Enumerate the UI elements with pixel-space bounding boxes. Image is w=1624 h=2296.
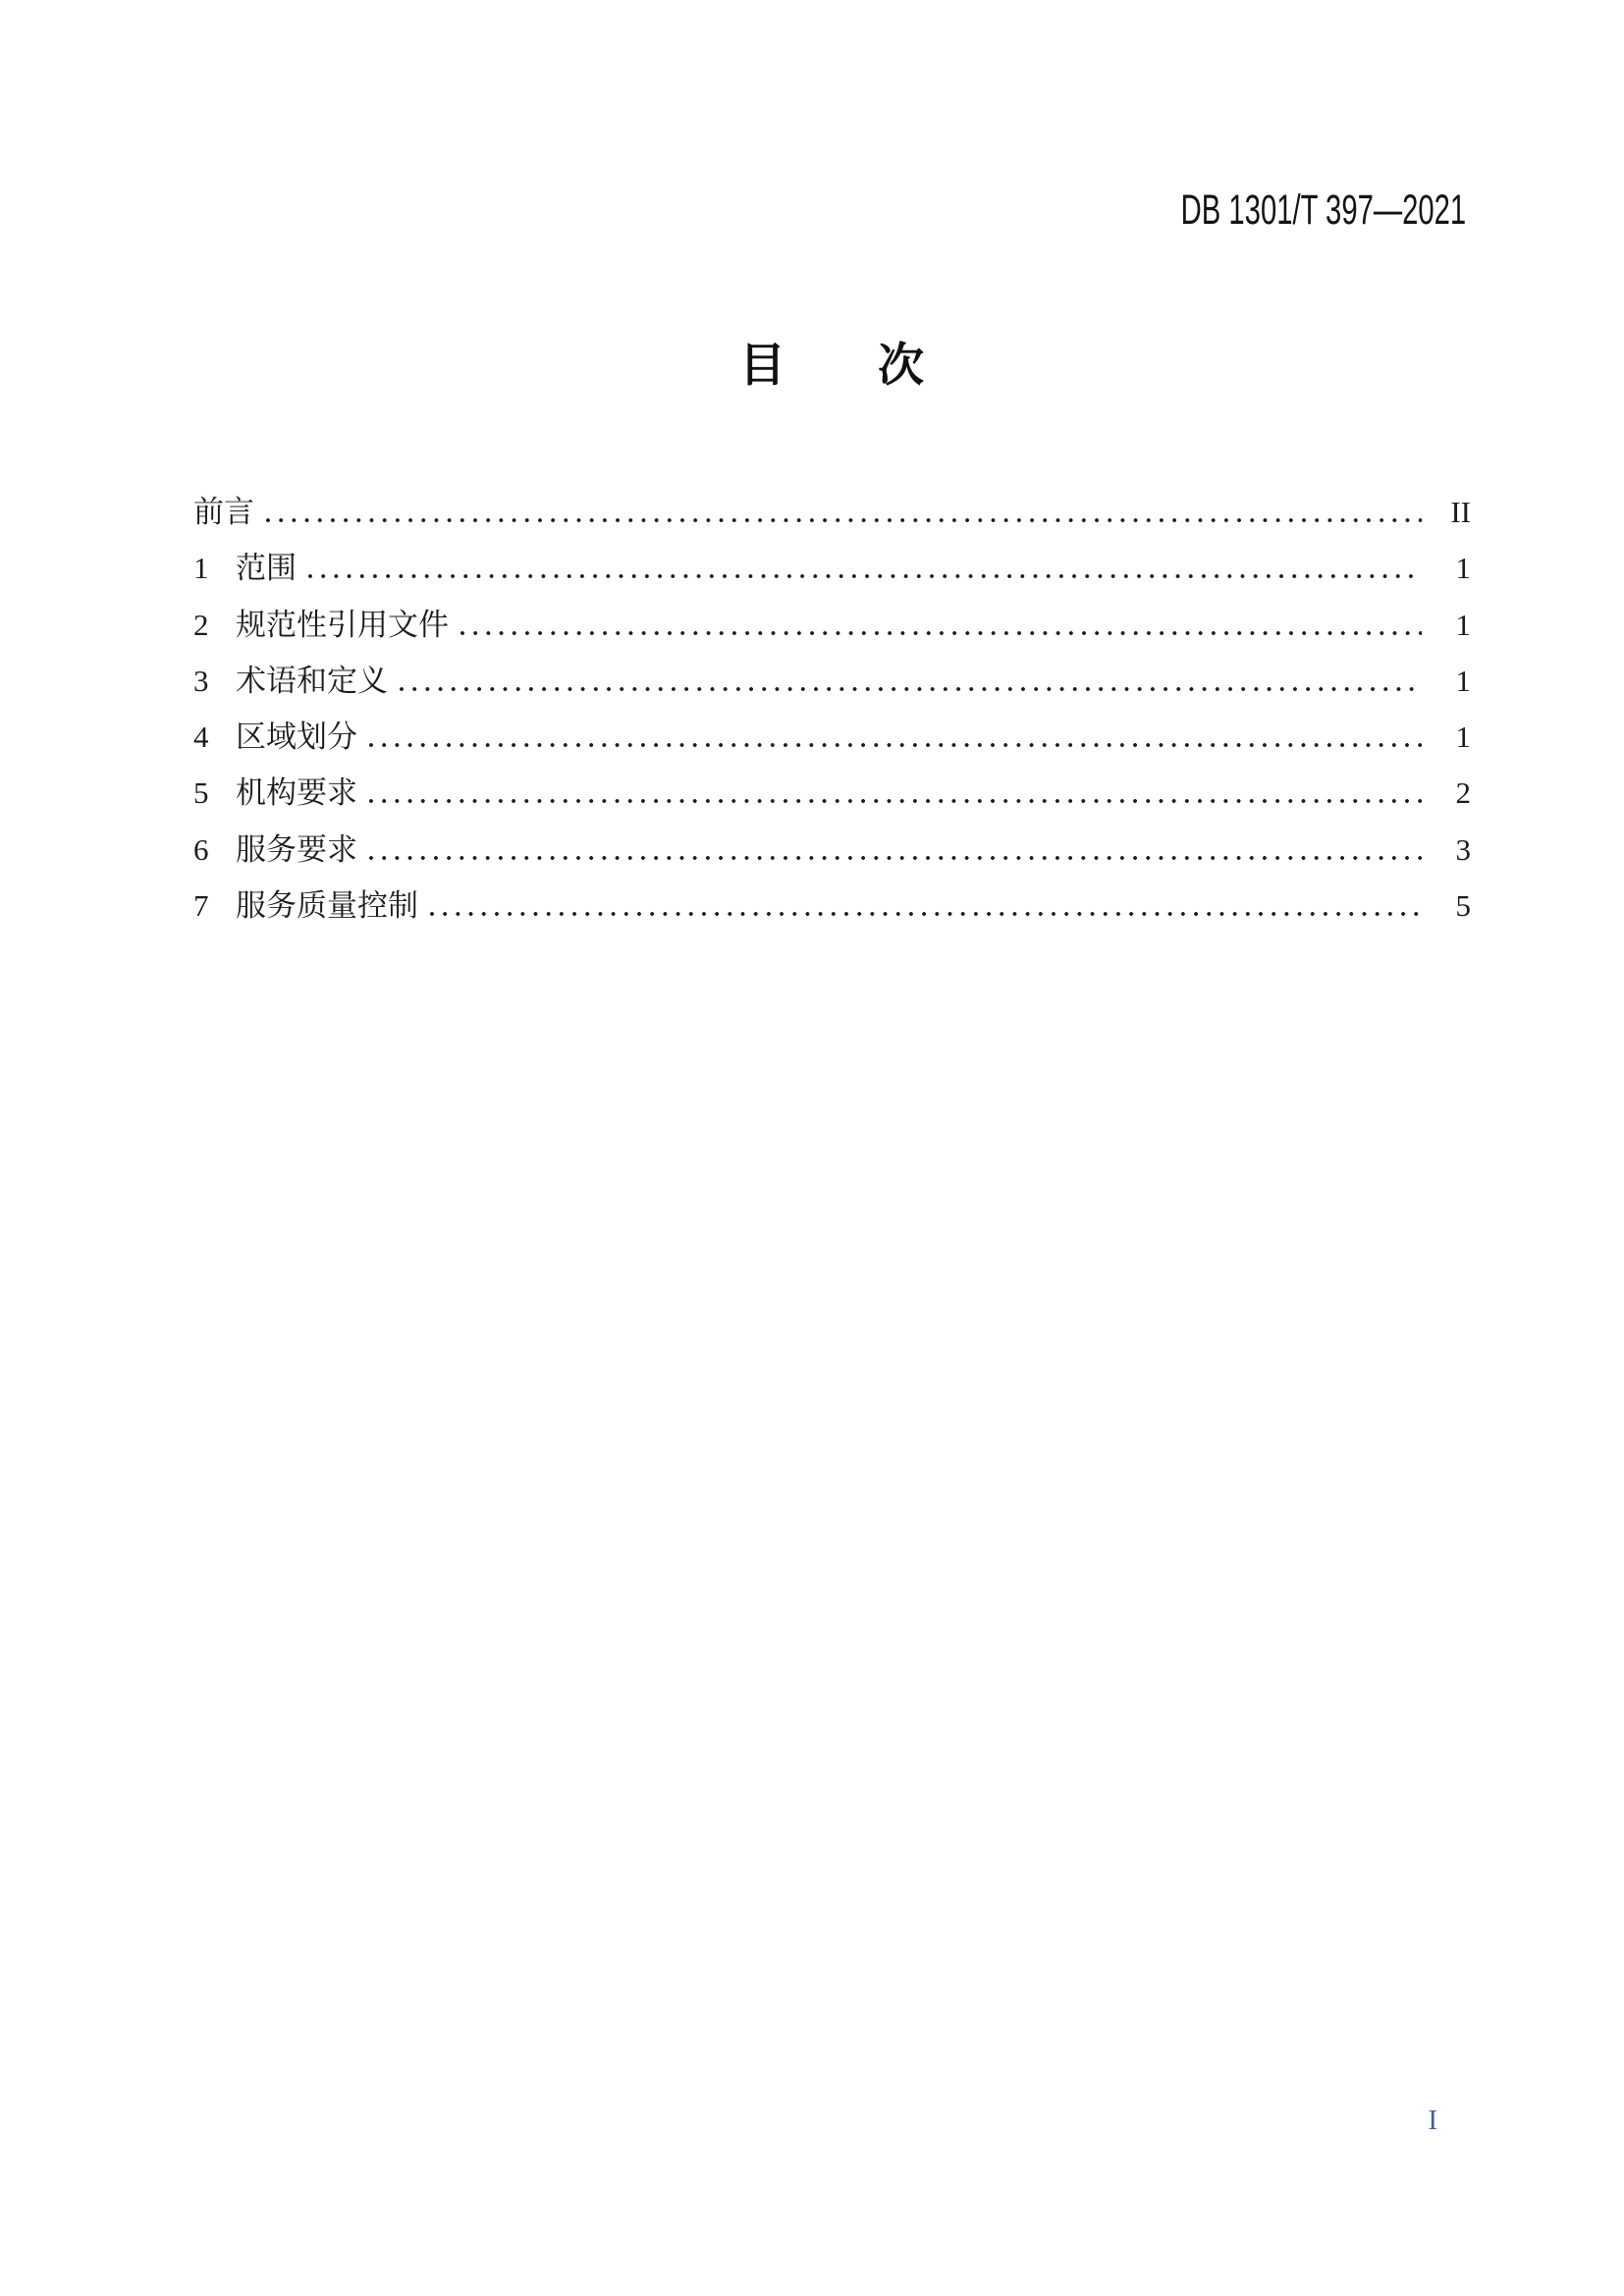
dot-leader: [308, 574, 1422, 578]
toc-entry-number: 4: [193, 720, 209, 755]
toc-entry-page: 3: [1455, 831, 1471, 867]
toc-entry-page: 1: [1455, 551, 1471, 586]
toc-entry-page: 1: [1455, 607, 1471, 642]
toc-entry-number: 2: [193, 607, 209, 642]
dot-leader: [369, 856, 1422, 860]
toc-entry-number: 7: [193, 888, 209, 924]
toc-entry-number: 6: [193, 831, 209, 867]
page-title: 目 次: [739, 339, 924, 391]
toc-entry-page: 1: [1455, 663, 1471, 698]
toc-entry-label: 区域划分: [236, 720, 357, 755]
dot-leader: [400, 687, 1422, 691]
toc-entry-label: 前言: [193, 495, 254, 529]
toc-entry: [193, 603, 1471, 659]
toc-entry-label: 机构要求: [236, 775, 357, 811]
dot-leader: [369, 799, 1422, 803]
table-of-contents: [193, 490, 1471, 939]
toc-entry: [193, 883, 1471, 939]
footer-page-number: I: [1428, 2105, 1437, 2136]
toc-entry-number: 5: [193, 775, 209, 811]
dot-leader: [460, 631, 1422, 635]
dot-leader: [266, 518, 1422, 522]
dot-leader: [369, 743, 1422, 747]
dot-leader: [430, 912, 1422, 916]
toc-entry-label: 范围: [236, 551, 297, 586]
toc-entry: [193, 546, 1471, 602]
toc-entry-page: 2: [1455, 775, 1471, 811]
toc-entry-page: II: [1450, 495, 1471, 529]
toc-entry: [193, 659, 1471, 715]
toc-entry-number: 3: [193, 663, 209, 698]
toc-entry: [193, 715, 1471, 771]
toc-entry: [193, 828, 1471, 883]
toc-entry-label: 术语和定义: [236, 663, 388, 698]
toc-entry-label: 服务质量控制: [236, 888, 418, 924]
toc-entry-number: 1: [193, 551, 209, 586]
toc-entry-label: 服务要求: [236, 831, 357, 867]
standard-code: DB 1301/T 397—2021: [1180, 187, 1466, 234]
toc-entry-page: 5: [1455, 888, 1471, 924]
toc-entry: [193, 771, 1471, 827]
toc-entry-label: 规范性引用文件: [236, 607, 449, 642]
toc-entry-page: 1: [1455, 720, 1471, 755]
toc-entry: [193, 490, 1471, 546]
